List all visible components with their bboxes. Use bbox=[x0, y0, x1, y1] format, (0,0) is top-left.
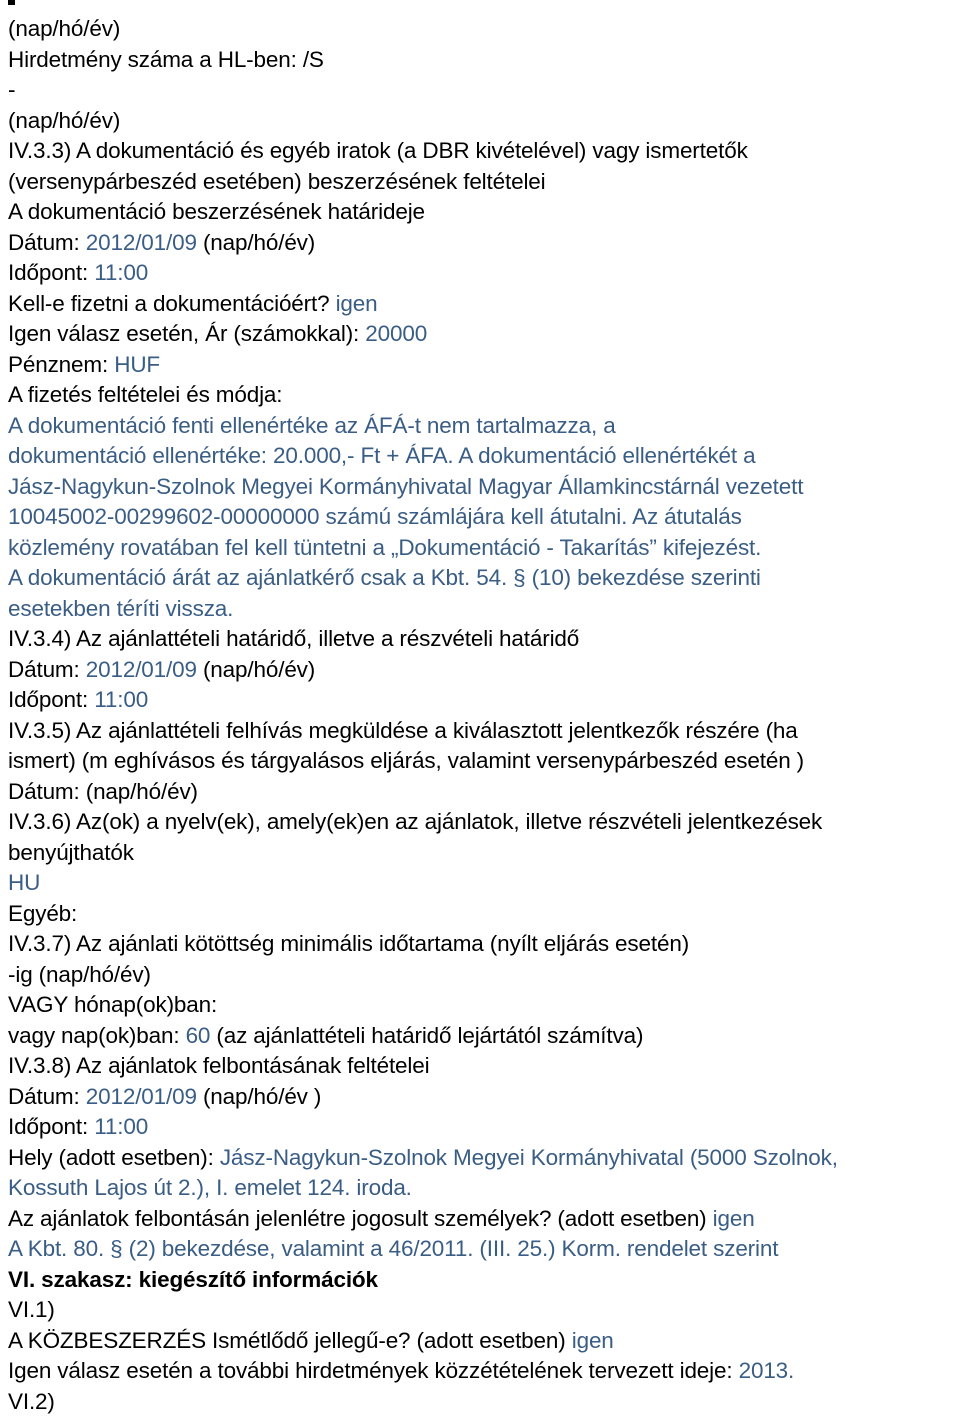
text-line bbox=[8, 350, 954, 381]
text-line bbox=[8, 14, 954, 45]
field-label: Az ajánlatok felbontásán jelenlétre jogosult személyek? (adott esetben) bbox=[8, 1205, 713, 1231]
field-label: IV.3.5) Az ajánlattételi felhívás megküldése a kiválasztott jelentkezők részére (ha bbox=[8, 717, 798, 743]
field-label: - bbox=[8, 77, 16, 102]
text-line bbox=[8, 411, 954, 442]
text-line bbox=[8, 1051, 954, 1082]
field-value: 60 bbox=[185, 1022, 211, 1048]
text-line bbox=[8, 868, 954, 899]
field-label: IV.3.3) A dokumentáció és egyéb iratok (a DBR kivételével) vagy ismertetők bbox=[8, 138, 748, 163]
field-value: esetekben téríti vissza. bbox=[8, 595, 234, 621]
text-line bbox=[8, 594, 954, 625]
field-label: (nap/hó/év) bbox=[8, 107, 121, 133]
field-label: Egyéb: bbox=[8, 900, 78, 926]
text-line bbox=[8, 1234, 954, 1265]
field-label: Igen válasz esetén, Ár (számokkal): bbox=[8, 321, 366, 346]
field-label: (az ajánlattételi határidő lejártától számítva) bbox=[210, 1022, 644, 1048]
field-label: Időpont: bbox=[8, 1114, 95, 1139]
text-line bbox=[8, 319, 954, 350]
field-label: Igen válasz esetén a további hirdetmények közzétételének tervezett ideje: bbox=[8, 1358, 739, 1383]
field-value: Jász-Nagykun-Szolnok Megyei Kormányhivatal Magyar Államkincstárnál vezetett bbox=[8, 473, 804, 499]
field-value: 20000 bbox=[365, 321, 428, 346]
text-line bbox=[8, 685, 954, 716]
text-line bbox=[8, 1082, 954, 1113]
text-line bbox=[8, 136, 954, 167]
field-label: (nap/hó/év) bbox=[8, 16, 121, 41]
text-line bbox=[8, 106, 954, 137]
field-value: A Kbt. 80. § (2) bekezdése, valamint a 46/2011. (III. 25.) Korm. rendelet szerint bbox=[8, 1236, 779, 1261]
text-line bbox=[8, 563, 954, 594]
text-line bbox=[8, 533, 954, 564]
field-value: 11:00 bbox=[94, 1114, 149, 1139]
text-line bbox=[8, 1326, 954, 1357]
field-value: 11:00 bbox=[94, 687, 149, 712]
field-label: Hely (adott esetben): bbox=[8, 1144, 220, 1170]
text-line bbox=[8, 258, 954, 289]
text-line bbox=[8, 990, 954, 1021]
text-line bbox=[8, 899, 954, 930]
field-label: vagy nap(ok)ban: bbox=[8, 1022, 186, 1048]
text-line bbox=[8, 502, 954, 533]
field-label: Hirdetmény száma a HL-ben: /S bbox=[8, 46, 324, 72]
field-label: Kell-e fizetni a dokumentációért? bbox=[8, 290, 336, 316]
text-line bbox=[8, 289, 954, 320]
text-line bbox=[8, 960, 954, 991]
field-value: közlemény rovatában fel kell tüntetni a „Dokumentáció - Takarítás” kifejezést. bbox=[8, 534, 762, 560]
text-line bbox=[8, 45, 954, 76]
field-label: Dátum: bbox=[8, 656, 86, 682]
text-line bbox=[8, 75, 954, 106]
text-line bbox=[8, 929, 954, 960]
field-label: Dátum: bbox=[8, 1083, 86, 1109]
field-label: IV.3.8) Az ajánlatok felbontásának feltételei bbox=[8, 1053, 430, 1078]
text-line bbox=[8, 1387, 954, 1418]
field-value: 11:00 bbox=[94, 260, 149, 285]
text-line bbox=[8, 380, 954, 411]
field-label: A KÖZBESZERZÉS Ismétlődő jellegű-e? (adott esetben) bbox=[8, 1327, 572, 1353]
text-line bbox=[8, 472, 954, 503]
field-label: IV.3.6) Az(ok) a nyelv(ek), amely(ek)en az ajánlatok, illetve részvételi jelentkezések bbox=[8, 809, 823, 834]
text-line bbox=[8, 1021, 954, 1052]
field-value: Jász-Nagykun-Szolnok Megyei Kormányhivatal (5000 Szolnok, bbox=[219, 1144, 838, 1170]
text-line bbox=[8, 624, 954, 655]
text-line bbox=[8, 1356, 954, 1387]
field-value: 2013. bbox=[738, 1358, 795, 1383]
cut-off-line-mark bbox=[8, 0, 15, 5]
field-label: (versenypárbeszéd esetében) beszerzésének feltételei bbox=[8, 168, 546, 194]
field-value: igen bbox=[335, 290, 378, 316]
field-value: 2012/01/09 bbox=[85, 656, 197, 682]
field-label: Időpont: bbox=[8, 260, 95, 285]
field-label: Időpont: bbox=[8, 687, 95, 712]
field-value: Kossuth Lajos út 2.), I. emelet 124. iroda. bbox=[8, 1175, 412, 1200]
field-value: igen bbox=[712, 1205, 755, 1231]
text-line bbox=[8, 1143, 954, 1174]
text-line bbox=[8, 838, 954, 869]
field-label: (nap/hó/év ) bbox=[196, 1083, 322, 1109]
field-value: HUF bbox=[114, 351, 161, 377]
field-label: Dátum: (nap/hó/év) bbox=[8, 778, 198, 804]
field-label: -ig (nap/hó/év) bbox=[8, 961, 151, 987]
field-label: VAGY hónap(ok)ban: bbox=[8, 992, 218, 1017]
text-line bbox=[8, 807, 954, 838]
field-label: benyújthatók bbox=[8, 839, 134, 865]
text-line bbox=[8, 1265, 954, 1296]
field-label: A fizetés feltételei és módja: bbox=[8, 382, 283, 407]
field-label: IV.3.7) Az ajánlati kötöttség minimális időtartama (nyílt eljárás esetén) bbox=[8, 931, 690, 956]
field-label: (nap/hó/év) bbox=[196, 229, 316, 255]
field-label: VI.1) bbox=[8, 1297, 55, 1322]
text-line bbox=[8, 1173, 954, 1204]
field-label: Pénznem: bbox=[8, 351, 115, 377]
text-line bbox=[8, 777, 954, 808]
text-line bbox=[8, 1112, 954, 1143]
field-value: dokumentáció ellenértéke: 20.000,- Ft + ÁFA. A dokumentáció ellenértékét a bbox=[8, 443, 756, 468]
field-value: A dokumentáció fenti ellenértéke az ÁFÁ-t nem tartalmazza, a bbox=[8, 412, 616, 438]
field-label: ismert) (m eghívásos és tárgyalásos eljárás, valamint versenypárbeszéd esetén ) bbox=[8, 748, 804, 773]
field-label: VI.2) bbox=[8, 1388, 55, 1414]
text-line bbox=[8, 167, 954, 198]
text-line bbox=[8, 1295, 954, 1326]
text-line bbox=[8, 716, 954, 747]
text-line bbox=[8, 1204, 954, 1235]
field-value: igen bbox=[571, 1327, 614, 1353]
field-value: 10045002-00299602-00000000 számú számlájára kell átutalni. Az átutalás bbox=[8, 504, 742, 529]
field-value: 2012/01/09 bbox=[85, 1083, 197, 1109]
field-label: (nap/hó/év) bbox=[196, 656, 316, 682]
text-line bbox=[8, 746, 954, 777]
section-heading: VI. szakasz: kiegészítő információk bbox=[8, 1266, 378, 1292]
text-line bbox=[8, 655, 954, 686]
field-value: A dokumentáció árát az ajánlatkérő csak a Kbt. 54. § (10) bekezdése szerinti bbox=[8, 565, 761, 590]
field-label: IV.3.4) Az ajánlattételi határidő, illetve a részvételi határidő bbox=[8, 626, 580, 651]
document-body bbox=[8, 14, 954, 1417]
text-line bbox=[8, 441, 954, 472]
field-label: A dokumentáció beszerzésének határideje bbox=[8, 199, 425, 224]
field-value: HU bbox=[8, 870, 41, 895]
text-line bbox=[8, 228, 954, 259]
text-line bbox=[8, 197, 954, 228]
field-value: 2012/01/09 bbox=[85, 229, 197, 255]
field-label: Dátum: bbox=[8, 229, 86, 255]
